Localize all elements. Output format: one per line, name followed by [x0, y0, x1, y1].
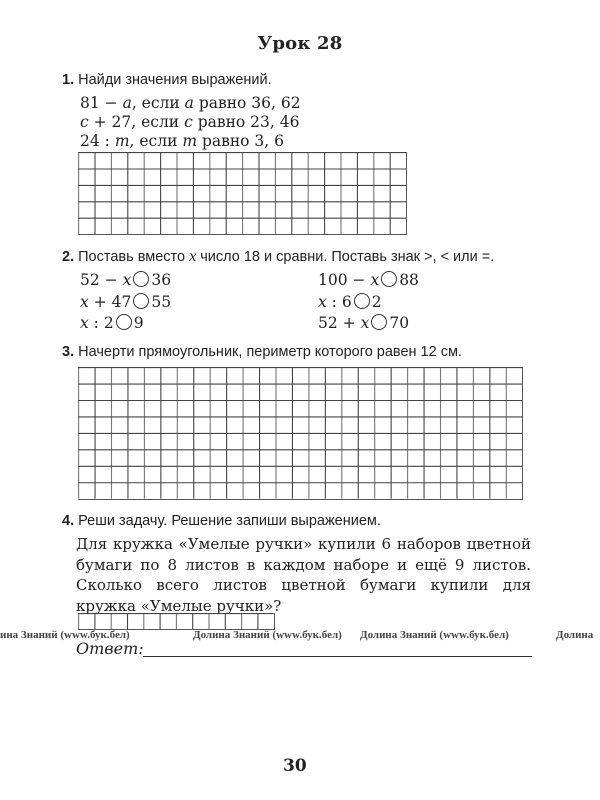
- task1-expressions: [80, 94, 301, 151]
- task4-solution-boxes[interactable]: [78, 613, 275, 630]
- page-number: 30: [283, 756, 307, 776]
- task3-drawing-grid[interactable]: [78, 367, 523, 500]
- grid-lines: [78, 613, 274, 629]
- comparison-row: 100 − x 88: [318, 271, 419, 289]
- task4-number: 4.: [62, 513, 75, 529]
- task4-heading: [62, 513, 381, 529]
- task3-number: 3.: [62, 344, 75, 360]
- comparison-circle[interactable]: [133, 271, 149, 287]
- lesson-title: Урок 28: [257, 33, 343, 54]
- grid-lines: [78, 152, 406, 234]
- task4-instruction: Реши задачу. Решение запиши выражением.: [78, 513, 381, 529]
- task4-problem-text: Для кружка «Умелые ручки» купили 6 наборов цветной бумаги по 8 листов в каждом наборе и ещё 9 листов. Сколько всего листов цветной бумаги купили для кружка «Умелые ручки»?: [76, 535, 531, 615]
- comparison-circle[interactable]: [381, 271, 397, 287]
- task1-number: 1.: [62, 72, 75, 88]
- task3-instruction: Начерти прямоугольник, периметр которого равен 12 см.: [78, 344, 462, 360]
- grid-lines: [78, 367, 522, 499]
- comparison-circle[interactable]: [133, 293, 149, 309]
- task3-heading: [62, 344, 462, 360]
- comparison-row: x + 47 55: [80, 292, 172, 311]
- answer-label: Ответ:: [76, 639, 144, 658]
- task2-right-column: [318, 270, 419, 335]
- task1-expression: 24 : m, если m равно 3, 6: [80, 132, 285, 150]
- watermark-text: Долина: [556, 629, 594, 641]
- comparison-row: x : 6 2: [318, 292, 382, 311]
- task1-expression: c + 27, если c равно 23, 46: [80, 113, 300, 131]
- comparison-circle[interactable]: [371, 314, 387, 330]
- task1-instruction: Найди значения выражений.: [78, 72, 272, 88]
- task1-expression: 81 − a, если a равно 36, 62: [80, 94, 301, 112]
- task1-heading: [62, 72, 272, 88]
- task2-left-column: [80, 270, 171, 335]
- task1-answer-grid[interactable]: [78, 152, 407, 235]
- comparison-circle[interactable]: [116, 314, 132, 330]
- comparison-row: 52 − x 36: [80, 271, 172, 289]
- answer-line[interactable]: [143, 656, 532, 657]
- watermark-text: ина Знаний (www.бук.бел): [0, 629, 130, 641]
- comparison-row: 52 + x 70: [318, 314, 410, 332]
- comparison-row: x : 2 9: [80, 314, 144, 332]
- task2-heading: 2. Поставь вместо x число 18 и сравни. Поставь знак >, < или =.: [62, 248, 495, 265]
- watermark-text: Долина Знаний (www.бук.бел): [193, 629, 342, 641]
- comparison-circle[interactable]: [354, 293, 370, 309]
- watermark-text: Долина Знаний (www.бук.бел): [360, 629, 509, 641]
- task2-number: 2.: [62, 249, 75, 265]
